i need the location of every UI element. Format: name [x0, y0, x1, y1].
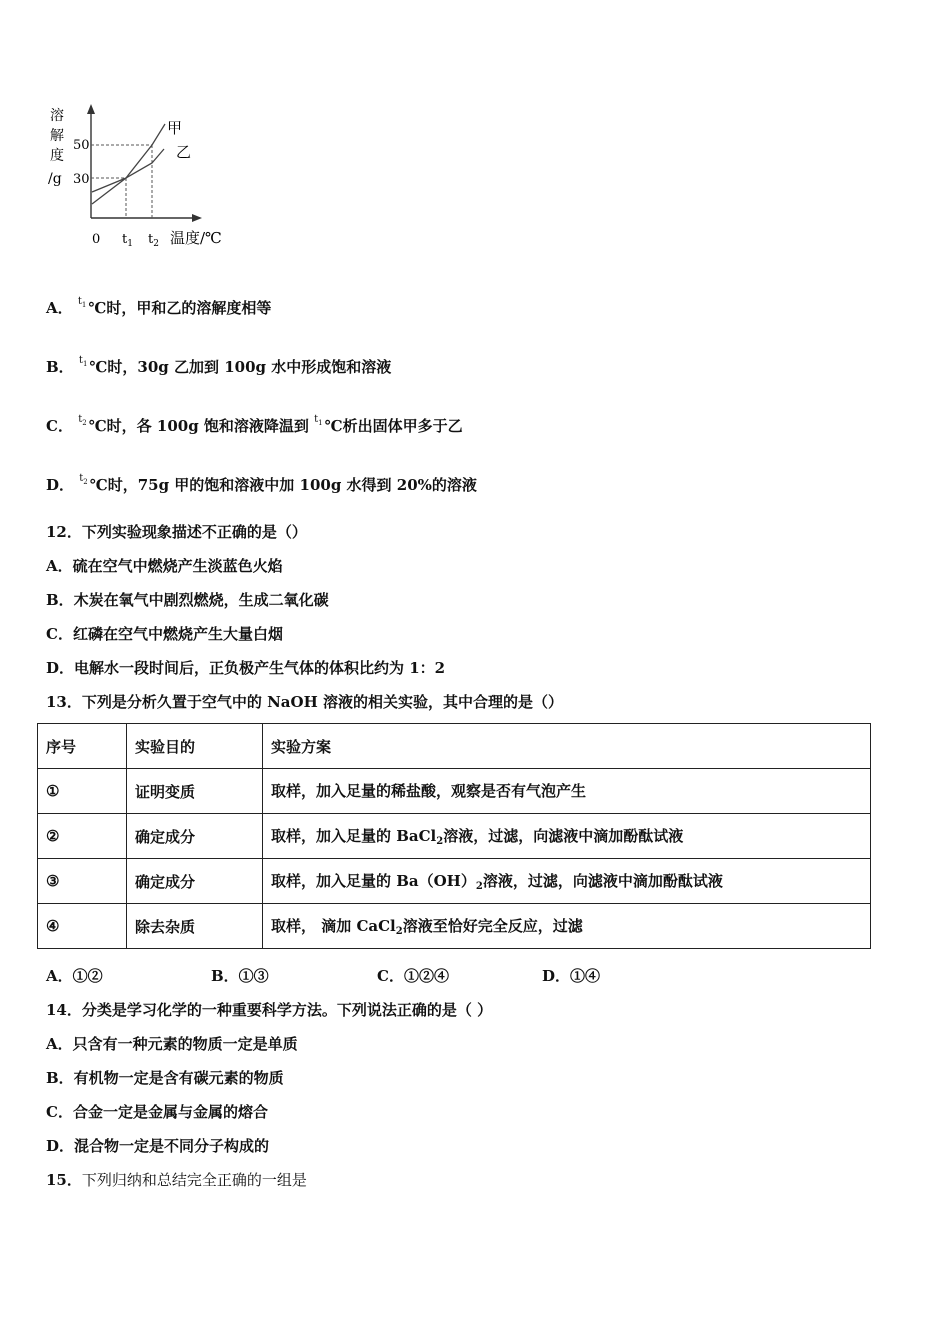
q13-answer-b: B．①③	[211, 967, 269, 985]
option-letter: D．	[46, 476, 75, 494]
row-plan: 取样，加入足量的 $Ba(OH)_2$溶液，过滤，向滤液中滴加酚酞试液	[263, 859, 871, 904]
y-tick-label: 50	[73, 138, 90, 153]
option-letter: A．	[46, 299, 73, 317]
y-axis-label-char: 度	[50, 148, 64, 164]
x-axis-label: 温度/℃	[170, 229, 222, 247]
row-purpose: 除去杂质	[127, 904, 263, 949]
q13-stem: 13．下列是分析久置于空气中的 NaOH 溶液的相关实验，其中合理的是（）	[46, 693, 563, 711]
option-text: ℃时，75g 甲的饱和溶液中加 100g 水得到 20%的溶液	[89, 476, 477, 494]
row-purpose: 确定成分	[127, 859, 263, 904]
temp-symbol: t1	[78, 355, 88, 368]
table-row	[38, 814, 871, 859]
row-purpose: 证明变质	[127, 769, 263, 814]
option-letter: B．	[46, 358, 74, 376]
table-row	[38, 904, 871, 949]
table-row	[38, 769, 871, 814]
q11-option-a	[46, 298, 271, 324]
row-plan: 取样， 滴加 CaCl$_2$溶液至恰好完全反应，过滤	[263, 904, 871, 949]
y-axis-label-char: 溶	[50, 108, 64, 124]
solubility-chart	[40, 100, 240, 255]
table-header-cell: 实验目的	[127, 724, 263, 769]
q12-option-d: D．电解水一段时间后，正负极产生气体的体积比约为 1：2	[46, 659, 446, 677]
q14-option-d: D．混合物一定是不同分子构成的	[46, 1137, 270, 1155]
row-number: ④	[38, 904, 127, 949]
series-line-yi	[92, 149, 164, 192]
q13-answer-c: C．①②④	[377, 967, 449, 985]
x-tick-label: $t_1$	[122, 232, 133, 249]
option-text: ℃时，30g 乙加到 100g 水中形成饱和溶液	[89, 358, 392, 376]
x-tick-label: $t_2$	[148, 232, 159, 249]
table-row	[38, 859, 871, 904]
temp-symbol: t2	[79, 473, 88, 486]
y-tick-label: 30	[73, 172, 90, 187]
table-header-cell: 实验方案	[263, 724, 871, 769]
q14-stem: 14．分类是学习化学的一种重要科学方法。下列说法正确的是（ ）	[46, 1001, 493, 1019]
table-header-cell: 序号	[38, 724, 127, 769]
series-line-jia	[92, 124, 165, 204]
table-header-row	[38, 724, 871, 769]
row-purpose: 确定成分	[127, 814, 263, 859]
q12-option-c: C．红磷在空气中燃烧产生大量白烟	[46, 625, 283, 643]
row-number: ③	[38, 859, 127, 904]
x-axis-arrow	[192, 214, 202, 222]
experiment-table	[37, 723, 871, 949]
q14-option-b: B．有机物一定是含有碳元素的物质	[46, 1069, 284, 1087]
option-letter: C．	[46, 417, 73, 435]
y-axis-arrow	[87, 104, 95, 114]
row-plan: 取样，加入足量的稀盐酸，观察是否有气泡产生	[263, 769, 871, 814]
temp-symbol: t1	[77, 296, 87, 309]
option-text: ℃时，甲和乙的溶解度相等	[88, 299, 272, 317]
q11-option-c	[46, 416, 463, 442]
q15-stem	[46, 1170, 307, 1190]
option-text: ℃时，各 100g 饱和溶液降温到	[88, 417, 309, 435]
row-number: ②	[38, 814, 127, 859]
row-number: ①	[38, 769, 127, 814]
q12-option-b: B．木炭在氧气中剧烈燃烧，生成二氧化碳	[46, 591, 329, 609]
q12-stem: 12．下列实验现象描述不正确的是（）	[46, 523, 307, 541]
q12-option-a: A．硫在空气中燃烧产生淡蓝色火焰	[46, 557, 283, 575]
temp-symbol: t2	[78, 414, 87, 427]
row-plan: 取样，加入足量的 BaCl$_2$溶液，过滤，向滤液中滴加酚酞试液	[263, 814, 871, 859]
y-axis-label-char: /g	[48, 171, 62, 187]
q11-option-b	[46, 357, 391, 383]
q13-answer-a: A．①②	[46, 967, 103, 985]
q14-option-a: A．只含有一种元素的物质一定是单质	[46, 1035, 298, 1053]
q14-option-c: C．合金一定是金属与金属的熔合	[46, 1103, 268, 1121]
y-axis-label-char: 解	[50, 128, 64, 144]
question-text: 下列归纳和总结完全正确的一组是	[81, 1171, 307, 1189]
q11-option-d	[46, 475, 477, 501]
series-label-yi: 乙	[176, 143, 192, 161]
question-number: 15．	[46, 1171, 82, 1189]
option-text: ℃析出固体甲多于乙	[324, 417, 463, 435]
temp-symbol: t1	[314, 414, 323, 427]
series-label-jia: 甲	[167, 119, 183, 137]
q13-answer-d: D．①④	[542, 967, 601, 985]
x-tick-label: 0	[92, 232, 101, 247]
